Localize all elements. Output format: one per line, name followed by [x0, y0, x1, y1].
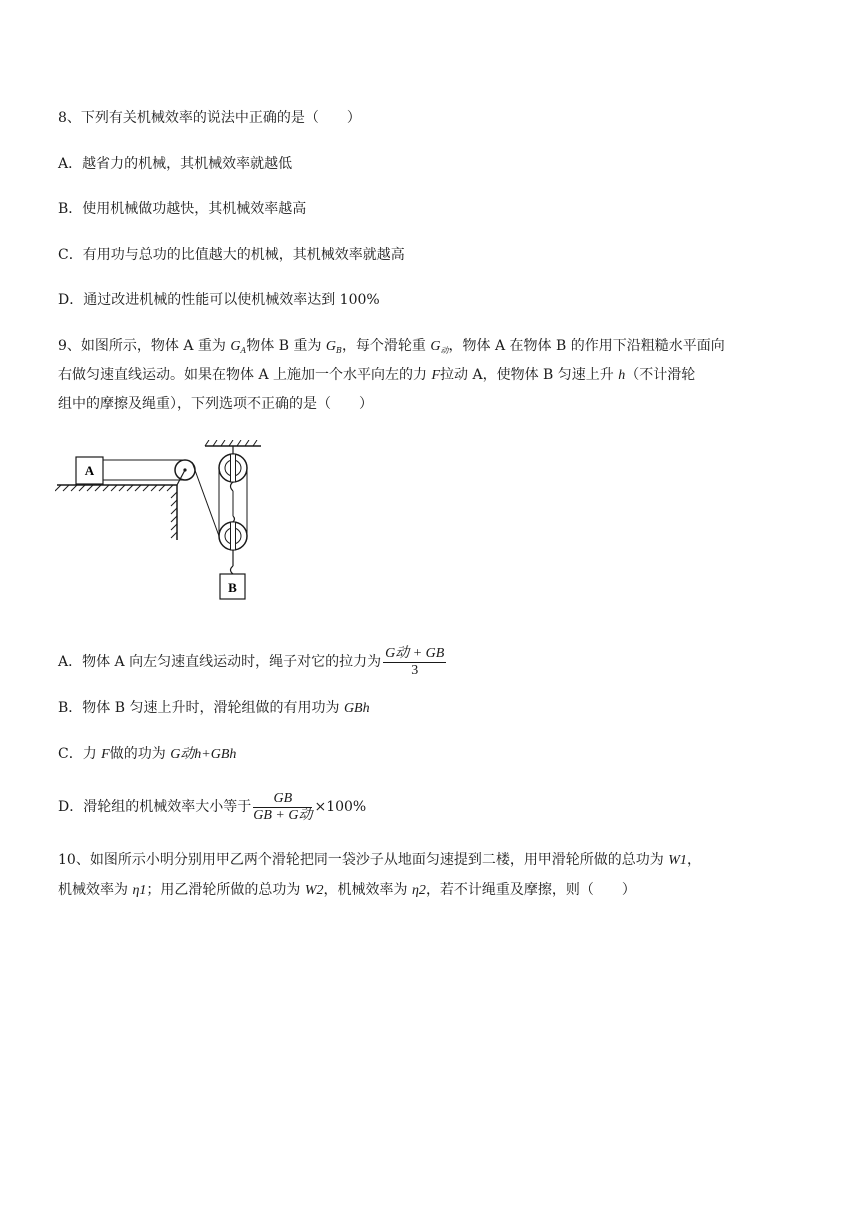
q8-option-b: B．使用机械做功越快，其机械效率越高 [58, 201, 307, 217]
fraction-efficiency: $\frac{GB}{\text{GB + G动}}$ [253, 790, 313, 823]
q9-option-d: D．滑轮组的机械效率大小等于 $\frac{GB}{\text{GB + G动}}$ ×100% [58, 790, 367, 823]
q8-option-a: A．越省力的机械，其机械效率就越低 [58, 156, 293, 172]
q8-stem: 8、下列有关机械效率的说法中正确的是（ ） [58, 110, 361, 126]
q9-option-a: A．物体 A 向左匀速直线运动时，绳子对它的拉力为 $\frac{\text{G动 + GB}}{3}$ [58, 645, 445, 678]
q9-stem-line1: 9、如图所示，物体 A 重为 $G_A$物体 B 重为 $G_B$，每个滑轮重 $G_动$，物体 A 在物体 B 的作用下沿粗糙水平面向 [58, 338, 725, 355]
fraction-tension: $\frac{\text{G动 + GB}}{3}$ [385, 645, 445, 678]
block-a-label: A [84, 463, 95, 478]
block-b-label: B [228, 580, 237, 595]
q10-stem-line1: 10、如图所示小明分别用甲乙两个滑轮把同一袋沙子从地面匀速提到二楼，用甲滑轮所做的总功为 W1， [58, 852, 701, 868]
q10-stem-line2: 机械效率为 η1；用乙滑轮所做的总功为 W2，机械效率为 η2，若不计绳重及摩擦，则（ ） [58, 882, 636, 898]
q9-stem-line2: 右做匀速直线运动。如果在物体 A 上施加一个水平向左的力 F拉动 A，使物体 B 匀速上升 h（不计滑轮 [58, 367, 696, 383]
q8-option-d: D．通过改进机械的性能可以使机械效率达到 100% [58, 292, 380, 308]
q9-option-b: B．物体 B 匀速上升时，滑轮组做的有用功为 GBh [58, 700, 370, 716]
q9-option-c: C．力 F做的功为 G动h+GBh [58, 746, 237, 762]
q8-option-c: C．有用功与总功的比值越大的机械，其机械效率就越高 [58, 247, 405, 263]
pulley-system-figure [55, 440, 275, 605]
q9-stem-line3: 组中的摩擦及绳重），下列选项不正确的是（ ） [58, 396, 373, 412]
